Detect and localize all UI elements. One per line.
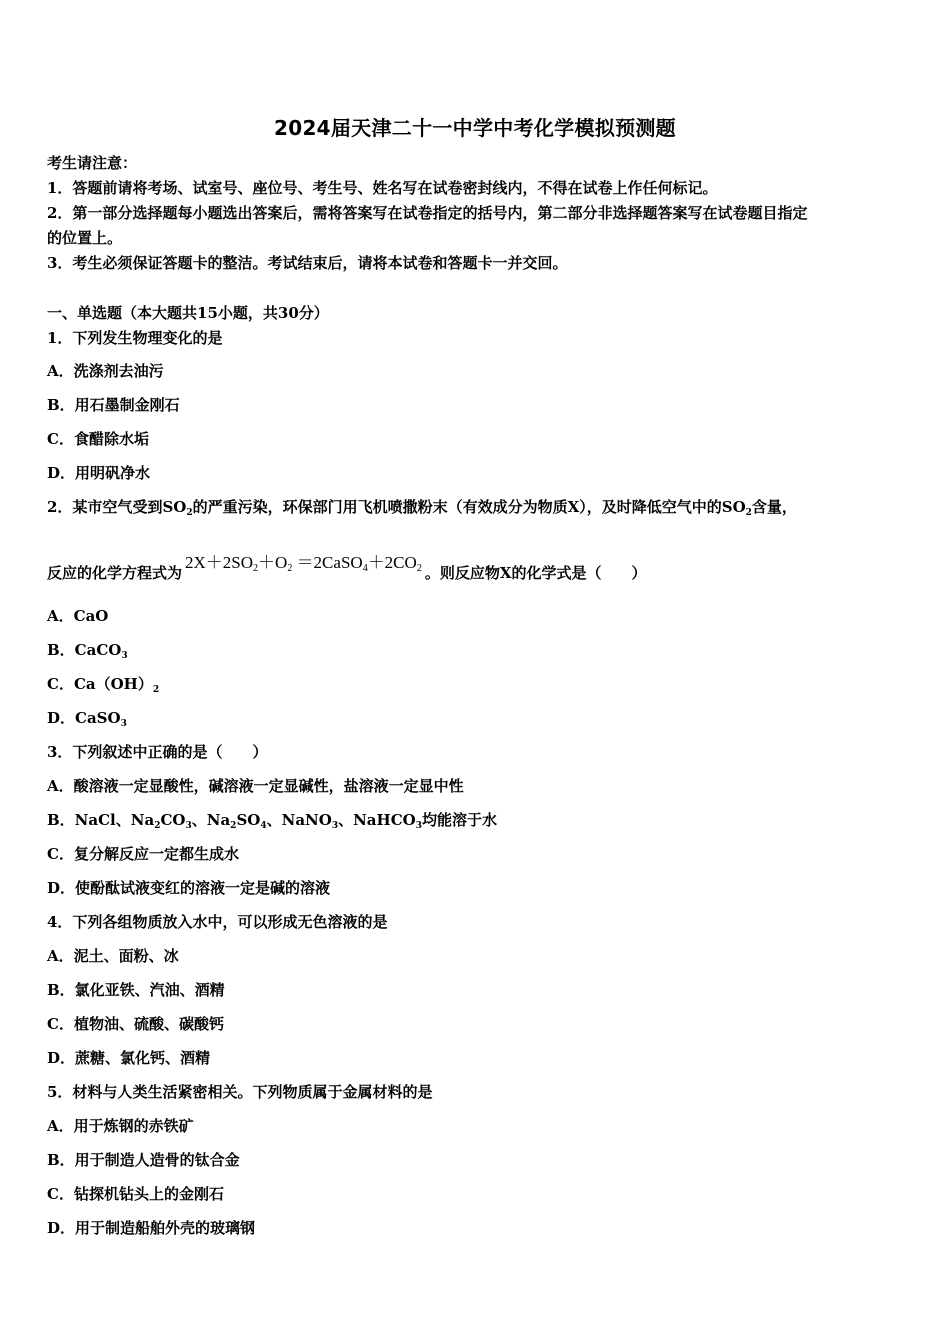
q2-option-b: B．CaCO$_3$: [47, 641, 128, 661]
notice-heading: 考生请注意：: [47, 154, 138, 172]
notice-item-3: 3．考生必须保证答题卡的整洁。考试结束后，请将本试卷和答题卡一并交回。: [47, 254, 568, 272]
q3-option-d: D．使酚酞试液变红的溶液一定是碱的溶液: [47, 879, 331, 897]
q3-option-b: B．NaCl、$Na_2CO_3$、$Na_2SO_4$、NaNO$_3$、NaHCO$_3$均能溶于水: [47, 811, 497, 831]
q1-option-c: C．食醋除水垢: [47, 430, 149, 448]
q5-stem: 5．材料与人类生活紧密相关。下列物质属于金属材料的是: [47, 1083, 433, 1101]
notice-item-2: 2．第一部分选择题每小题选出答案后，需将答案写在试卷指定的括号内，第二部分非选择题答案写在试卷题目指定: [47, 204, 808, 222]
q5-option-d: D．用于制造船舶外壳的玻璃钢: [47, 1219, 256, 1237]
q2-option-a: A．CaO: [47, 607, 109, 625]
q2-equation-line: 反应的化学方程式为$2X+2SO_2+O_2$ $=2CaSO_4+2CO_2$ 。则反应物X的化学式是（ ）: [47, 558, 646, 583]
q3-option-a: A．酸溶液一定显酸性，碱溶液一定显碱性，盐溶液一定显中性: [47, 777, 464, 795]
q1-stem: 1．下列发生物理变化的是: [47, 329, 223, 347]
q2-stem: 2．某市空气受到$SO_2$的严重污染，环保部门用飞机喷撒粉末（有效成分为物质X），及时降低空气中的$SO_2$含量，: [47, 498, 797, 518]
q1-option-a: A．洗涤剂去油污: [47, 362, 164, 380]
q4-option-a: A．泥土、面粉、冰: [47, 947, 179, 965]
section-heading: 一、单选题（本大题共15小题，共30分）: [47, 304, 329, 322]
notice-item-1: 1．答题前请将考场、试室号、座位号、考生号、姓名写在试卷密封线内，不得在试卷上作任何标记。: [47, 179, 718, 197]
page-title: 2024届天津二十一中学中考化学模拟预测题: [274, 116, 676, 140]
q2-option-d: D．CaSO$_3$: [47, 709, 127, 729]
q4-stem: 4．下列各组物质放入水中，可以形成无色溶液的是: [47, 913, 388, 931]
q1-option-b: B．用石墨制金刚石: [47, 396, 180, 414]
q5-option-b: B．用于制造人造骨的钛合金: [47, 1151, 240, 1169]
q3-stem: 3．下列叙述中正确的是（ ）: [47, 743, 268, 761]
q2-option-c: C．$Ca(OH)_2$: [47, 675, 160, 695]
q4-option-b: B．氯化亚铁、汽油、酒精: [47, 981, 225, 999]
q3-option-c: C．复分解反应一定都生成水: [47, 845, 239, 863]
chemical-equation: $2X+2SO_2+O_2$ $=2CaSO_4+2CO_2$: [185, 553, 422, 574]
q5-option-a: A．用于炼钢的赤铁矿: [47, 1117, 194, 1135]
q1-option-d: D．用明矾净水: [47, 464, 151, 482]
notice-item-2-cont: 的位置上。: [47, 229, 123, 247]
q4-option-c: C．植物油、硫酸、碳酸钙: [47, 1015, 224, 1033]
q5-option-c: C．钻探机钻头上的金刚石: [47, 1185, 224, 1203]
q4-option-d: D．蔗糖、氯化钙、酒精: [47, 1049, 211, 1067]
